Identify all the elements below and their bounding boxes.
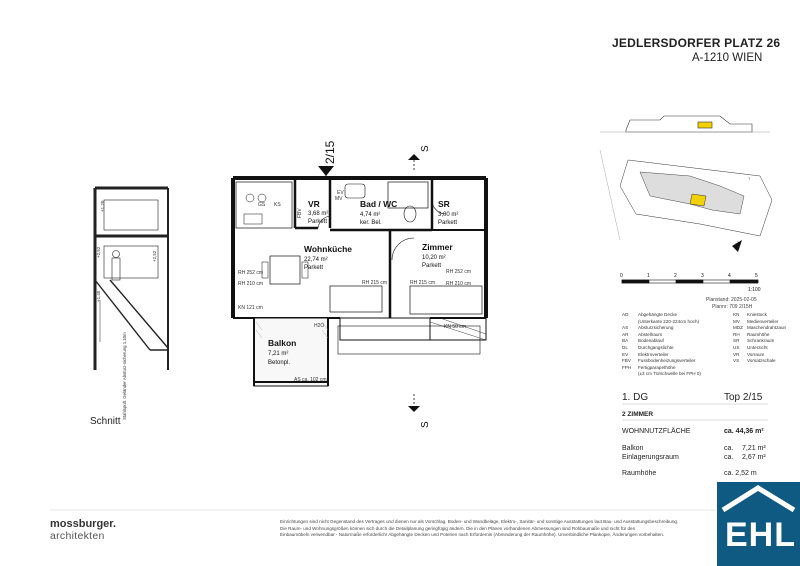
label-fbv: FBV	[297, 208, 303, 218]
storage-label: Einlagerungsraum	[622, 454, 679, 461]
room-bad-floor: ker. Bel.	[360, 220, 382, 226]
label-as102: AS ca. 102 cm	[294, 377, 327, 383]
storage-prefix: ca.	[724, 454, 734, 461]
scale-bar	[622, 280, 758, 283]
architect-logo-name: mossburger.	[50, 518, 117, 530]
balkon-value: 7,21 m²	[742, 445, 766, 452]
label-ks: KS	[274, 202, 281, 208]
disclaimer-line: Einbaumöbeln verwendbar - Naturmaße erforderlich! Abgehängte Decken und Poterien nach Erfordernis (Abminderung der Raumhöhe). Unverbindliche Plankopie, Änderungen vorbehalten.	[280, 532, 665, 538]
planstand-date: Planstand: 2025-02-05	[706, 297, 757, 303]
room-vr-floor: Parkett	[308, 219, 328, 225]
label-rh210-b: RH 210 cm	[446, 281, 472, 287]
scale-ratio: 1:100	[748, 287, 761, 293]
section-dim-1: +1,20	[100, 200, 105, 212]
label-rh252-b: RH 252 cm	[446, 269, 472, 275]
address-street: JEDLERSDORFER PLATZ 26	[612, 36, 781, 50]
room-zimmer-name: Zimmer	[422, 242, 453, 252]
room-vr-name: VR	[308, 199, 320, 209]
room-vr-area: 3,68 m²	[308, 211, 329, 217]
section-drawing	[95, 188, 168, 370]
legend-row: FBV Fussbodenheizungsverteiler VS Vorsatzschale	[622, 358, 776, 364]
site-marker: T	[748, 176, 751, 181]
balkon-prefix: ca.	[724, 445, 734, 452]
legend-row: EV Elektroverteiler VR Vorraum	[622, 351, 765, 357]
section-dim-3: +2,52	[152, 250, 157, 262]
balkon-label: Balkon	[622, 445, 644, 452]
disclaimer-line: Die Raum- und Wohnungsgrößen können sich durch die Detailplanung geringfügig ändern. Die in den Plänen vorhandenen Abmessungen sind Rohbaumaße und nicht für den	[280, 525, 636, 531]
room-sr-area: 3,00 m²	[438, 212, 459, 218]
section-dim-4: +1,45	[96, 290, 101, 302]
legend-row: (Unterkante 220-224cm hoch) MV Medienverteiler	[638, 318, 779, 324]
planstand-nr: Plannr: 709 2/15H	[712, 304, 753, 310]
building-elevation	[600, 116, 770, 132]
room-sr-name: SR	[438, 199, 450, 209]
room-bad-area: 4,74 m²	[360, 212, 381, 218]
room-height-value: ca. 2,52 m	[724, 470, 757, 477]
section-title: Schnitt	[90, 416, 121, 427]
scale-tick-4: 4	[728, 273, 731, 279]
ehl-logo-text: EHL	[725, 516, 796, 554]
address-city: A-1210 WIEN	[692, 52, 763, 64]
living-area-label: WOHNNUTZFLÄCHE	[622, 428, 691, 435]
section-note: Stahlspült. Geländer Absturz-sicherung 1,10m	[122, 332, 127, 420]
label-kn50: KN 50 cm	[444, 324, 466, 330]
top-number: Top 2/15	[724, 392, 763, 403]
legend	[622, 312, 786, 378]
section-dim-2: +2,52	[96, 246, 101, 258]
architect-logo-sub: architekten	[50, 530, 105, 542]
label-rh252-a: RH 252 cm	[238, 270, 264, 276]
apartment-type: 2 ZIMMER	[622, 411, 654, 418]
legend-row: DL Durchgangslichte US Unterzicht	[622, 344, 768, 350]
disclaimer	[280, 519, 720, 539]
scale-tick-0: 0	[620, 273, 623, 279]
scale-tick-5: 5	[755, 273, 758, 279]
living-area-value: ca. 44,36 m²	[724, 428, 764, 435]
ehl-roof-icon	[717, 482, 800, 512]
room-balkon-floor: Betonpl.	[268, 360, 291, 366]
label-rh215-b: RH 215 cm	[410, 280, 436, 286]
room-sr-floor: Parkett	[438, 220, 458, 226]
label-ev: EV	[337, 190, 344, 196]
scale-tick-2: 2	[674, 273, 677, 279]
floor-label: 1. DG	[622, 392, 649, 403]
label-rh215-a: RH 215 cm	[362, 280, 388, 286]
legend-row: AD Abgehängte Decke KN Kniestock	[622, 312, 767, 317]
site-plan	[600, 150, 772, 240]
legend-row: FPH Fertigparapethöhe	[622, 364, 676, 370]
disclaimer-line: Einrichtungen sind nicht Gegenstand des Vertrages und dienen nur als Vorschlag. Boden- und Wandbeläge, Elektro-, Sanitär- und sonstige Ausstattungen laut Bau- und Ausstattungsbeschreibung.	[280, 519, 679, 524]
compass-label: N	[735, 241, 743, 249]
scale-tick-3: 3	[701, 273, 704, 279]
section-s-top: S	[420, 145, 431, 152]
room-wohnkueche-floor: Parkett	[304, 265, 324, 271]
room-bad-name: Bad / WC	[360, 199, 398, 209]
scale-tick-1: 1	[647, 273, 650, 279]
room-zimmer-area: 10,20 m²	[422, 255, 446, 261]
label-rh210-a: RH 210 cm	[238, 281, 264, 287]
section-mark-label: 2/15	[323, 140, 337, 164]
label-gs: GS	[258, 202, 266, 208]
legend-row: AR Abstellraum RH Raumhöhe	[622, 331, 770, 337]
room-wohnkueche-area: 22,74 m²	[304, 257, 328, 263]
legend-row: BA Bodenablauf SR Schrankraum	[622, 338, 775, 344]
storage-value: 2,67 m²	[742, 454, 766, 461]
section-s-bottom: S	[420, 421, 431, 428]
label-kn121: KN 121 cm	[238, 305, 263, 311]
legend-row: (±3 cm Türschwelle bei FPH 0)	[638, 371, 701, 377]
room-balkon-area: 7,21 m²	[268, 351, 289, 357]
legend-row: AS Absturzsicherung MDZ Maschendrahtzaun	[622, 325, 787, 331]
label-h2o: H2O	[314, 323, 325, 329]
room-wohnkueche-name: Wohnküche	[304, 244, 353, 254]
room-height-label: Raumhöhe	[622, 470, 657, 477]
room-zimmer-floor: Parkett	[422, 263, 442, 269]
room-balkon-name: Balkon	[268, 338, 297, 348]
label-mv: MV	[335, 196, 343, 202]
